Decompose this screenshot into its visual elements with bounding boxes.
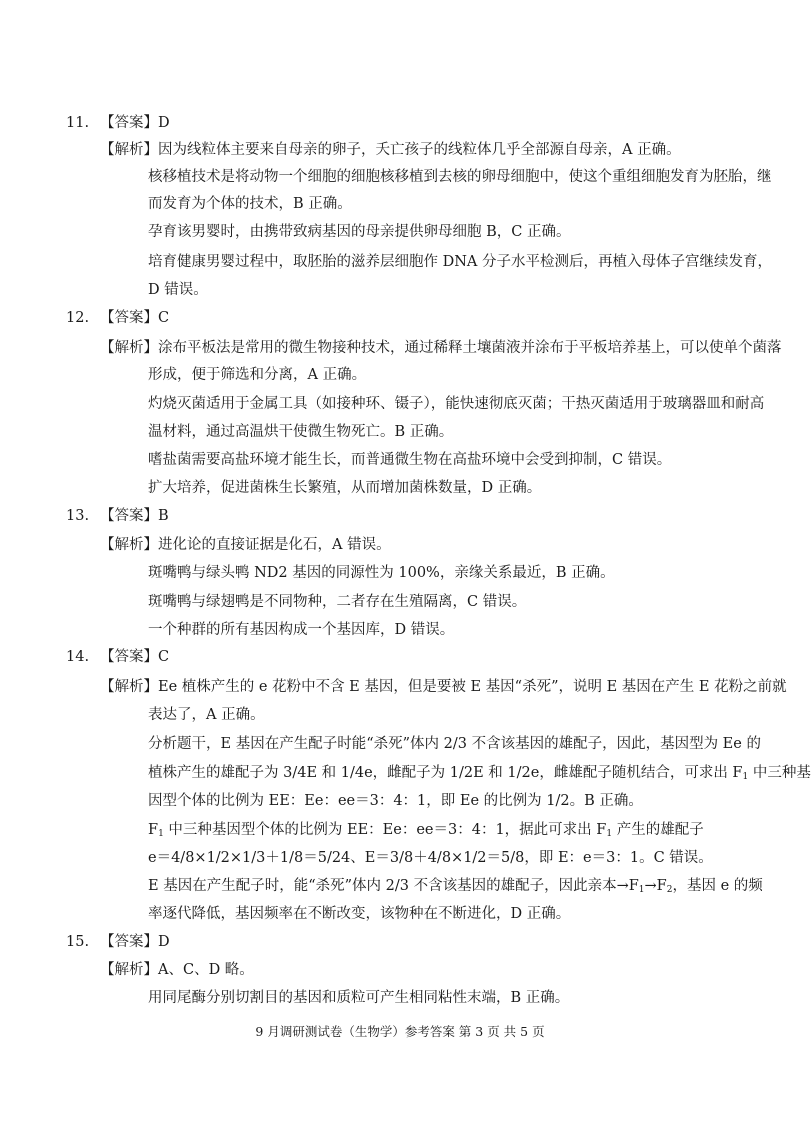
question-number: 11. — [66, 115, 90, 131]
question-number: 12. — [66, 310, 90, 326]
answer-row — [100, 113, 170, 133]
explanation-line: 扩大培养，促进菌株生长繁殖，从而增加菌株数量，D 正确。 — [148, 480, 542, 496]
explanation-line: 用同尾酶分别切割目的基因和质粒可产生相同粘性末端，B 正确。 — [148, 990, 570, 1006]
answer-row — [100, 932, 170, 952]
explanation-line: 孕育该男婴时，由携带致病基因的母亲提供卵母细胞 B，C 正确。 — [148, 224, 571, 240]
explanation-line: 温材料，通过高温烘干使微生物死亡。B 正确。 — [148, 424, 454, 440]
explanation-line: A、C、D 略。 — [158, 962, 254, 978]
explanation-line: 核移植技术是将动物一个细胞的细胞核移植到去核的卵母细胞中，使这个重组细胞发育为胚胎，继 — [148, 169, 772, 185]
question-number: 13. — [66, 508, 90, 524]
answer-value: B — [158, 508, 169, 524]
question-number: 14. — [66, 649, 90, 665]
explanation-label: 【解析】 — [100, 340, 158, 356]
answer-value: C — [158, 649, 170, 665]
explanation-line: 因型个体的比例为 EE：Ee：ee＝3：4：1，即 Ee 的比例为 1/2。B 正确。 — [148, 793, 643, 809]
explanation-line: 涂布平板法是常用的微生物接种技术，通过稀释土壤菌液并涂布于平板培养基上，可以使单个菌落 — [158, 340, 782, 356]
answer-label: 【答案】 — [100, 310, 158, 326]
answer-label: 【答案】 — [100, 508, 158, 524]
explanation-row — [100, 338, 782, 358]
explanation-line: 表达了，A 正确。 — [148, 707, 265, 723]
answer-label: 【答案】 — [100, 115, 158, 131]
question-number: 15. — [66, 934, 90, 950]
answer-row — [100, 506, 169, 526]
explanation-row — [100, 535, 391, 555]
explanation-row — [100, 140, 681, 160]
explanation-row — [100, 677, 787, 697]
answer-value: C — [158, 310, 170, 326]
explanation-line: 培育健康男婴过程中，取胚胎的滋养层细胞作 DNA 分子水平检测后，再植入母体子宫继续发育， — [148, 254, 772, 270]
explanation-line: 灼烧灭菌适用于金属工具（如接种环、镊子），能快速彻底灭菌；干热灭菌适用于玻璃器皿和耐高 — [148, 396, 765, 412]
explanation-line: 因为线粒体主要来自母亲的卵子，夭亡孩子的线粒体几乎全部源自母亲，A 正确。 — [158, 142, 681, 158]
explanation-line: e＝4/8×1/2×1/3＋1/8＝5/24、E＝3/8＋4/8×1/2＝5/8，即 E：e＝3：1。C 错误。 — [148, 850, 713, 866]
explanation-line: D 错误。 — [148, 282, 208, 298]
answer-row — [100, 308, 169, 328]
explanation-line: 植株产生的雄配子为 3/4E 和 1/4e，雌配子为 1/2E 和 1/2e，雌雄配子随机结合，可求出 $F_1$ 中三种基 — [148, 765, 811, 782]
answer-label: 【答案】 — [100, 934, 158, 950]
answer-row — [100, 647, 169, 667]
explanation-line: 进化论的直接证据是化石，A 错误。 — [158, 537, 391, 553]
answer-value: D — [158, 115, 170, 131]
explanation-line: 而发育为个体的技术，B 正确。 — [148, 196, 352, 212]
answer-value: D — [158, 934, 170, 950]
explanation-label: 【解析】 — [100, 962, 158, 978]
explanation-line: $F_1$ 中三种基因型个体的比例为 EE：Ee：ee＝3：4：1，据此可求出 $F_1$ 产生的雄配子 — [148, 822, 704, 839]
explanation-row — [100, 960, 254, 980]
explanation-line: 斑嘴鸭与绿头鸭 ND2 基因的同源性为 100%，亲缘关系最近，B 正确。 — [148, 565, 615, 581]
explanation-line: 斑嘴鸭与绿翅鸭是不同物种，二者存在生殖隔离，C 错误。 — [148, 594, 527, 610]
answer-label: 【答案】 — [100, 649, 158, 665]
explanation-line: 嗜盐菌需要高盐环境才能生长，而普通微生物在高盐环境中会受到抑制，C 错误。 — [148, 452, 672, 468]
explanation-line: 率逐代降低，基因频率在不断改变，该物种在不断进化，D 正确。 — [148, 906, 571, 922]
explanation-line: 分析题干，E 基因在产生配子时能“杀死”体内 2/3 不含该基因的雄配子，因此，基因型为 Ee 的 — [148, 736, 761, 752]
explanation-label: 【解析】 — [100, 142, 158, 158]
explanation-line: Ee 植株产生的 e 花粉中不含 E 基因，但是要被 E 基因“杀死”，说明 E 基因在产生 E 花粉之前就 — [158, 679, 787, 695]
explanation-label: 【解析】 — [100, 537, 158, 553]
page-footer: 9 月调研测试卷（生物学）参考答案 第 3 页 共 5 页 — [255, 1024, 545, 1039]
explanation-label: 【解析】 — [100, 679, 158, 695]
explanation-line: 形成，便于筛选和分离，A 正确。 — [148, 367, 367, 383]
explanation-line: 一个种群的所有基因构成一个基因库，D 错误。 — [148, 622, 455, 638]
explanation-line: E 基因在产生配子时，能“杀死”体内 2/3 不含该基因的雄配子，因此亲本$\to F_1\to F_2$，基因 e 的频 — [148, 878, 763, 895]
